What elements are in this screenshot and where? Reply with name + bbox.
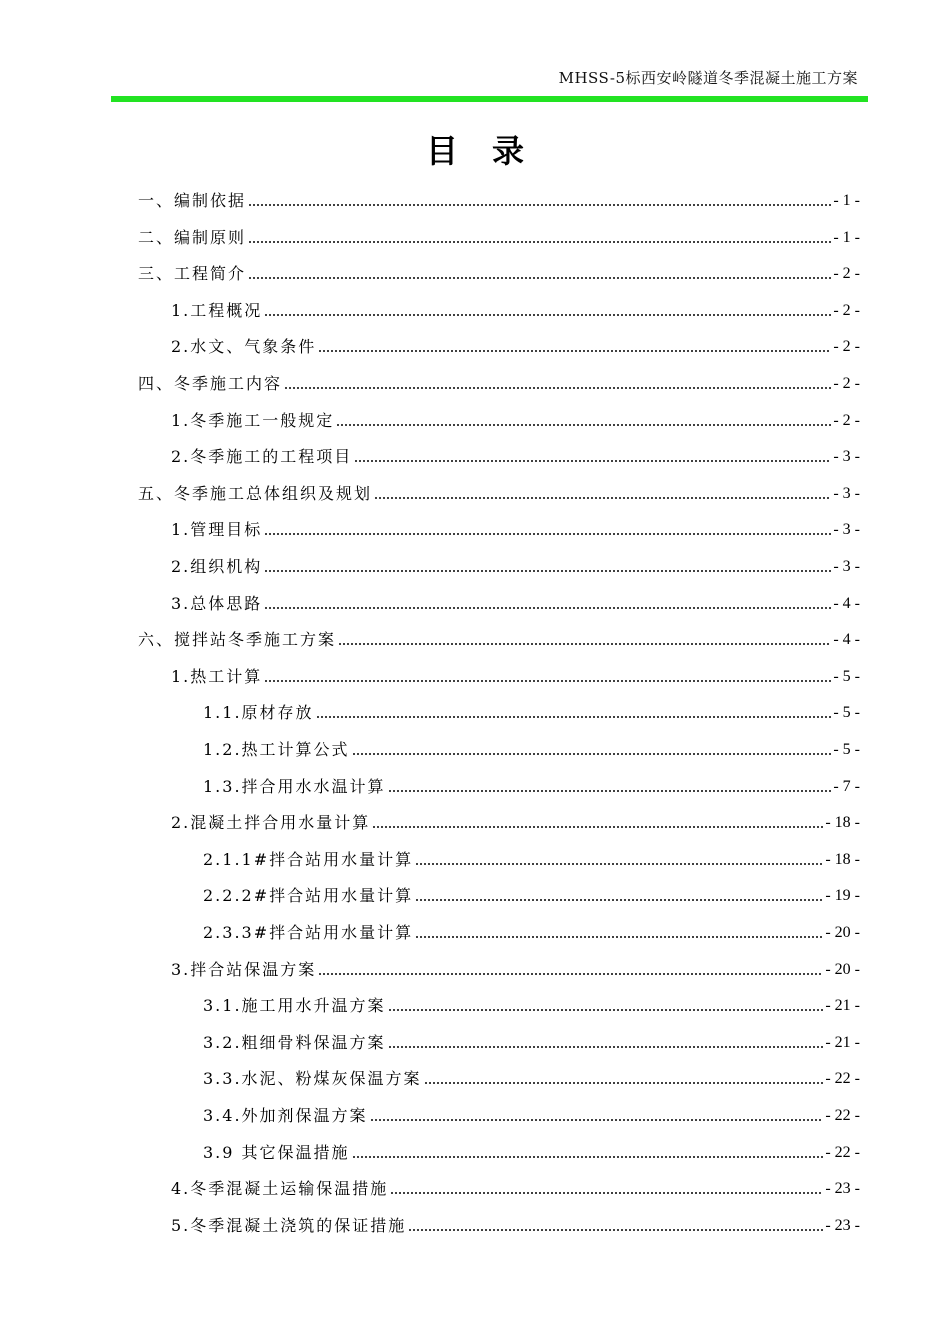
toc-dot-leader xyxy=(318,350,831,352)
toc-entry-page: - 2 - xyxy=(833,338,860,356)
toc-entry[interactable] xyxy=(171,512,860,540)
toc-entry-page: - 23 - xyxy=(825,1216,860,1234)
toc-entry[interactable] xyxy=(138,476,860,504)
toc-dot-leader xyxy=(284,387,831,389)
toc-entry-page: - 2 - xyxy=(833,265,860,283)
toc-entry[interactable] xyxy=(171,805,860,833)
toc-entry-label: 1.管理目标 xyxy=(171,520,263,540)
toc-dot-leader xyxy=(424,1082,824,1084)
toc-dot-leader xyxy=(248,277,831,279)
toc-dot-leader xyxy=(248,204,831,206)
toc-entry[interactable] xyxy=(203,1025,860,1053)
toc-dot-leader xyxy=(318,973,823,975)
toc-entry-page: - 23 - xyxy=(825,1180,860,1198)
toc-dot-leader xyxy=(264,570,831,572)
toc-title: 目录 xyxy=(425,132,558,170)
toc-entry-label: 一、编制依据 xyxy=(138,191,247,210)
toc-entry[interactable] xyxy=(203,1098,860,1126)
toc-entry[interactable] xyxy=(138,183,860,211)
toc-entry-page: - 7 - xyxy=(833,777,860,795)
toc-entry-label: 3.1.施工用水升温方案 xyxy=(203,996,386,1016)
toc-entry[interactable] xyxy=(138,220,860,248)
toc-entry-page: - 2 - xyxy=(833,375,860,392)
toc-entry[interactable] xyxy=(203,878,860,906)
toc-entry-label: 3.9 其它保温措施 xyxy=(203,1142,350,1162)
toc-entry-label: 三、工程简介 xyxy=(138,264,247,284)
toc-entry-page: - 5 - xyxy=(833,741,860,758)
toc-entry[interactable] xyxy=(203,915,860,943)
toc-entry[interactable] xyxy=(171,439,860,467)
toc-dot-leader xyxy=(264,680,831,682)
toc-entry[interactable] xyxy=(171,403,860,431)
toc-dot-leader xyxy=(336,424,831,426)
toc-entry-page: - 3 - xyxy=(833,558,860,575)
toc-dot-leader xyxy=(352,753,832,755)
toc-dot-leader xyxy=(408,1229,823,1231)
toc-entry-page: - 22 - xyxy=(825,1107,860,1124)
toc-entry-label: 1.热工计算 xyxy=(171,666,263,686)
toc-dot-leader xyxy=(388,1009,824,1011)
toc-dot-leader xyxy=(415,936,823,938)
toc-dot-leader xyxy=(264,607,831,609)
toc-entry-label: 1.1.原材存放 xyxy=(203,703,314,723)
toc-dot-leader xyxy=(415,863,823,865)
toc-entry-page: - 21 - xyxy=(825,1033,860,1051)
toc-dot-leader xyxy=(390,1192,823,1194)
toc-entry[interactable] xyxy=(171,952,860,980)
toc-dot-leader xyxy=(248,241,831,243)
toc-entry-label: 4.冬季混凝土运输保温措施 xyxy=(171,1179,389,1199)
toc-entry-page: - 22 - xyxy=(825,1143,860,1161)
toc-dot-leader xyxy=(352,1156,824,1158)
toc-entry-page: - 3 - xyxy=(833,484,860,502)
toc-entry[interactable] xyxy=(203,1061,860,1089)
toc-entry-label: 四、冬季施工内容 xyxy=(138,374,283,393)
toc-entry-page: - 19 - xyxy=(825,887,860,905)
toc-entry[interactable] xyxy=(203,1135,860,1163)
toc-entry-page: - 2 - xyxy=(833,301,860,319)
toc-entry-label: 1.3.拌合用水水温计算 xyxy=(203,776,386,796)
toc-entry[interactable] xyxy=(138,256,860,284)
toc-entry-page: - 1 - xyxy=(833,228,860,246)
toc-entry-label: 2.冬季施工的工程项目 xyxy=(171,447,353,467)
toc-entry[interactable] xyxy=(171,329,860,357)
toc-entry[interactable] xyxy=(138,366,860,394)
toc-entry-page: - 3 - xyxy=(833,448,860,466)
toc-entry-label: 2.1.1#拌合站用水量计算 xyxy=(203,849,414,869)
toc-entry-label: 2.水文、气象条件 xyxy=(171,337,317,357)
toc-entry[interactable] xyxy=(203,732,860,760)
toc-dot-leader xyxy=(264,533,831,535)
toc-dot-leader xyxy=(264,314,831,316)
toc-entry-page: - 4 - xyxy=(833,594,860,612)
toc-dot-leader xyxy=(374,497,831,499)
toc-entry-label: 1.冬季施工一般规定 xyxy=(171,410,335,430)
header-rule xyxy=(111,96,868,102)
toc-entry-page: - 5 - xyxy=(833,704,860,722)
toc-entry-label: 3.2.粗细骨料保温方案 xyxy=(203,1032,386,1052)
toc-entry-page: - 20 - xyxy=(825,960,860,978)
toc-dot-leader xyxy=(372,826,823,828)
toc-entry-label: 2.3.3#拌合站用水量计算 xyxy=(203,923,414,942)
toc-entry[interactable] xyxy=(171,1171,860,1199)
toc-entry-page: - 18 - xyxy=(825,850,860,868)
toc-entry[interactable] xyxy=(203,842,860,870)
toc-entry-label: 3.4.外加剂保温方案 xyxy=(203,1106,368,1125)
toc-entry[interactable] xyxy=(203,695,860,723)
toc-entry-page: - 3 - xyxy=(833,521,860,539)
toc-entry[interactable] xyxy=(203,769,860,797)
toc-entry[interactable] xyxy=(171,293,860,321)
toc-dot-leader xyxy=(388,790,832,792)
toc-entry[interactable] xyxy=(171,586,860,614)
toc-entry[interactable] xyxy=(171,549,860,577)
toc-entry-page: - 5 - xyxy=(833,667,860,685)
toc-entry-label: 五、冬季施工总体组织及规划 xyxy=(138,483,373,503)
toc-entry-label: 3.3.水泥、粉煤灰保温方案 xyxy=(203,1069,422,1089)
toc-entry-label: 5.冬季混凝土浇筑的保证措施 xyxy=(171,1215,407,1235)
toc-entry-label: 六、搅拌站冬季施工方案 xyxy=(138,630,337,650)
toc-entry-page: - 2 - xyxy=(833,411,860,429)
toc-dot-leader xyxy=(388,1046,824,1048)
toc-entry-page: - 20 - xyxy=(825,924,860,941)
toc-entry-label: 3.总体思路 xyxy=(171,593,263,613)
toc-entry[interactable] xyxy=(203,988,860,1016)
toc-dot-leader xyxy=(338,643,831,645)
toc-entry[interactable] xyxy=(171,659,860,687)
toc-dot-leader xyxy=(316,716,832,718)
toc-entry-page: - 21 - xyxy=(825,997,860,1015)
toc-entry[interactable] xyxy=(138,622,860,650)
toc-entry-label: 1.2.热工计算公式 xyxy=(203,740,350,759)
toc-entry-page: - 18 - xyxy=(825,814,860,832)
toc-dot-leader xyxy=(354,460,831,462)
toc-dot-leader xyxy=(370,1119,824,1121)
toc-entry-page: - 22 - xyxy=(825,1070,860,1088)
toc-dot-leader xyxy=(415,899,823,901)
toc-entry-label: 2.2.2#拌合站用水量计算 xyxy=(203,886,414,906)
running-header: MHSS-5标西安岭隧道冬季混凝土施工方案 xyxy=(558,69,858,87)
toc-entry-page: - 1 - xyxy=(833,192,860,209)
toc-entry[interactable] xyxy=(171,1208,860,1236)
toc-entry-label: 2.组织机构 xyxy=(171,557,263,576)
toc-entry-label: 1.工程概况 xyxy=(171,300,263,320)
toc-entry-label: 二、编制原则 xyxy=(138,227,247,247)
toc-entry-page: - 4 - xyxy=(833,631,860,649)
toc-entry-label: 3.拌合站保温方案 xyxy=(171,959,317,979)
toc-entry-label: 2.混凝土拌合用水量计算 xyxy=(171,813,371,833)
